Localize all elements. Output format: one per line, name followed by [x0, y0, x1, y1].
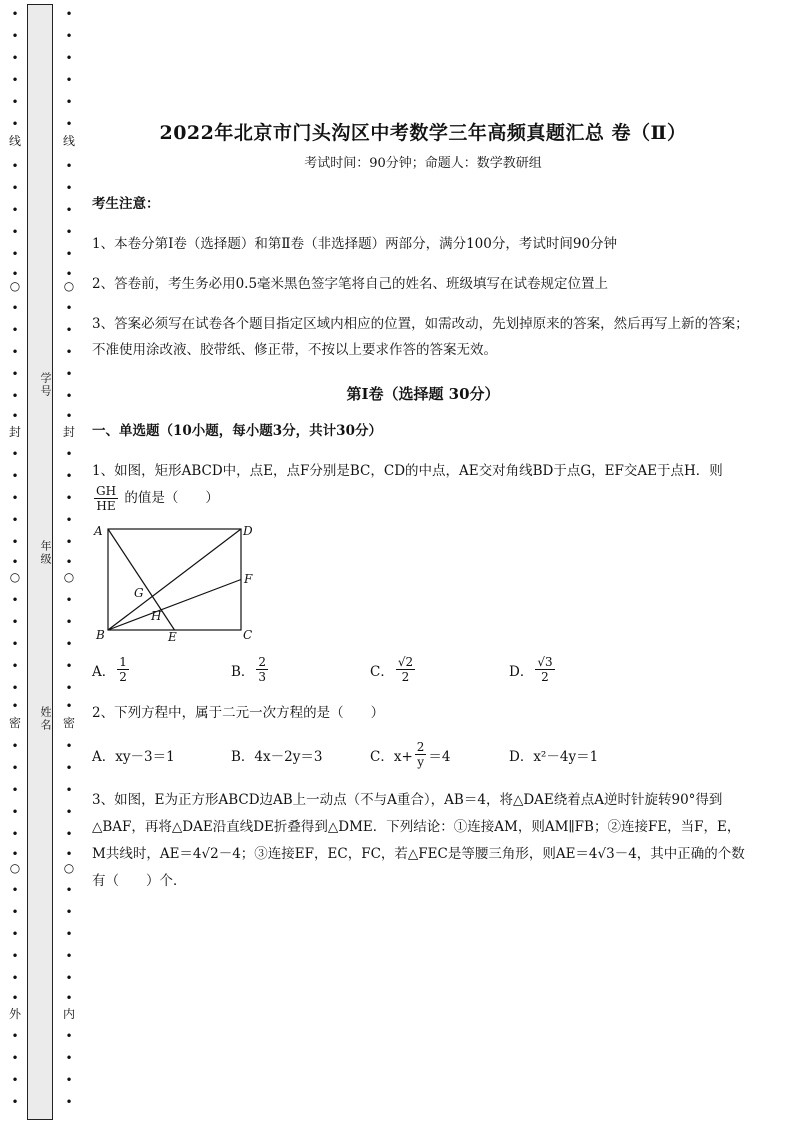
- seal-mark: 封: [8, 425, 21, 439]
- seal-mark: ○: [63, 570, 75, 584]
- seal-mark: 密: [8, 716, 21, 730]
- question-1-fraction: $\frac{GH}{HE}$: [96, 484, 117, 513]
- option-c[interactable]: C．x+ $\frac{2}{y}$ ＝4: [370, 740, 451, 769]
- notice-heading: 考生注意：: [92, 196, 160, 212]
- seal-mark: 密: [62, 716, 75, 730]
- outer-seal-line: • • • • • • 线 • • • • • • ○ • • • • • • 封 • • • • • • ○ • • • • • • 密 • • • • • • ○ • • • • • • 外 • • • •: [5, 0, 25, 1123]
- option-c[interactable]: C． $\frac{√2}{2}$: [370, 655, 414, 684]
- rectangle-figure: [92, 523, 262, 643]
- field-grade: 年级: [39, 540, 52, 566]
- exam-subtitle: 考试时间：90分钟；命题人：数学教研组: [304, 156, 542, 171]
- segment-bf: [108, 580, 241, 631]
- question-1-text: 1、如图，矩形ABCD中，点E，点F分别是BC，CD的中点，AE交对角线BD于点G，EF交AE于点H．则: [92, 463, 723, 479]
- notice-item: 2、答卷前，考生务必用0.5毫米黑色签字笔将自己的姓名、班级填写在试卷规定位置上: [92, 276, 609, 292]
- segment-ae: [108, 529, 175, 630]
- question-2-text: 2、下列方程中，属于二元一次方程的是（ ）: [92, 705, 385, 721]
- label-h: H: [151, 609, 162, 623]
- seal-mark: ○: [9, 279, 21, 293]
- seal-mark: 外: [8, 1007, 21, 1021]
- option-b[interactable]: B． $\frac{2}{3}$: [231, 655, 267, 684]
- seal-mark: ○: [63, 279, 75, 293]
- option-d[interactable]: D． $\frac{√3}{2}$: [509, 655, 553, 684]
- label-b: B: [96, 628, 105, 642]
- seal-mark: ○: [9, 861, 21, 875]
- inner-seal-line: • • • • • • 线 • • • • • • ○ • • • • • • 封 • • • • • • ○ • • • • • • 密 • • • • • • ○ • • • • • • 内 • • • •: [59, 0, 79, 1123]
- option-b[interactable]: B．4x－2y＝3: [231, 748, 323, 765]
- seal-mark: 线: [8, 134, 21, 148]
- option-a[interactable]: A．xy－3＝1: [92, 748, 175, 765]
- seal-mark: ○: [63, 861, 75, 875]
- label-a: A: [94, 524, 103, 538]
- question-3-text: 3、如图，E为正方形ABCD边AB上一动点（不与A重合），AB＝4，将△DAE绕着点A逆时针旋转90°得到△BAF，再将△DAE沿直线DE折叠得到△DME．下列结论：①连接AM，则AM∥FB；②连接FE，当F，E，M共线时，AE＝4√2－4；③连接EF，EC，FC，若△FEC是等腰三角形，则AE＝4√3－4，其中正确的个数有（ ）个．: [92, 792, 745, 889]
- diagonal-bd: [108, 529, 241, 630]
- label-g: G: [134, 586, 144, 600]
- field-student-id: 学号: [39, 372, 52, 398]
- label-e: E: [168, 630, 177, 643]
- part-heading: 一、单选题（10小题，每小题3分，共计30分）: [92, 423, 382, 439]
- seal-mark: 封: [62, 425, 75, 439]
- section-title: 第Ⅰ卷（选择题 30分）: [346, 385, 500, 403]
- exam-body: [92, 118, 754, 895]
- option-a[interactable]: A． $\frac{1}{2}$: [92, 655, 127, 684]
- notice-item: 3、答案必须写在试卷各个题目指定区域内相应的位置，如需改动，先划掉原来的答案，然后再写上新的答案；不准使用涂改液、胶带纸、修正带，不按以上要求作答的答案无效。: [92, 316, 749, 358]
- question-1-options: [92, 655, 754, 684]
- question-1: [92, 458, 754, 513]
- notice-item: 1、本卷分第Ⅰ卷（选择题）和第Ⅱ卷（非选择题）两部分，满分100分，考试时间90分钟: [92, 236, 618, 252]
- seal-mark: ○: [9, 570, 21, 584]
- label-f: F: [244, 572, 253, 586]
- seal-mark: 线: [62, 134, 75, 148]
- field-name: 姓名: [39, 706, 52, 732]
- seal-mark: 内: [62, 1007, 75, 1021]
- label-c: C: [243, 628, 253, 642]
- question-1-tail: 的值是（ ）: [124, 490, 219, 506]
- label-d: D: [243, 524, 253, 538]
- option-d[interactable]: D．x²－4y＝1: [509, 748, 599, 765]
- page-title: 2022年北京市门头沟区中考数学三年高频真题汇总 卷（Ⅱ）: [159, 122, 687, 144]
- question-2-options: [92, 740, 754, 769]
